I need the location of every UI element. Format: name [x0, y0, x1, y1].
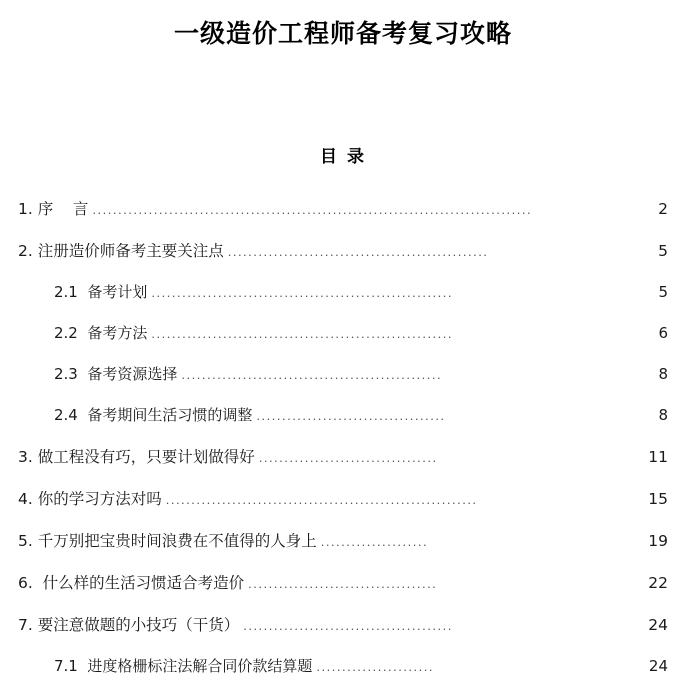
toc-entry[interactable] [18, 487, 668, 509]
toc-entry-label: 5. 千万别把宝贵时间浪费在不值得的人身上 [18, 532, 317, 550]
toc-page-number: 6 [658, 324, 668, 342]
toc-entry[interactable] [18, 363, 668, 384]
toc-entry[interactable] [18, 445, 668, 467]
toc-leader-dots: ................................................... [227, 244, 489, 259]
toc-heading: 目 录 [320, 147, 366, 167]
toc-entry-label: 1. 序 言 [18, 200, 89, 218]
toc-leader-dots: ..................................... [256, 408, 446, 423]
toc-entry[interactable] [18, 404, 668, 425]
toc-leader-dots: ..................... [320, 534, 429, 549]
toc-page-number: 11 [648, 448, 668, 466]
toc-leader-dots: ......................................... [243, 618, 453, 633]
toc-page-number: 15 [648, 490, 668, 508]
document-page [0, 14, 686, 689]
toc-page-number: 8 [658, 365, 668, 383]
toc-page-number: 5 [658, 283, 668, 301]
toc-entry-label: 2.2 备考方法 [54, 324, 148, 342]
toc-leader-dots: ................................... [258, 450, 438, 465]
toc-leader-dots: ........................................................... [151, 326, 454, 341]
toc-entry[interactable] [18, 655, 668, 676]
toc-entry[interactable] [18, 571, 668, 593]
toc-entry-label: 2.1 备考计划 [54, 283, 148, 301]
toc-entry[interactable] [18, 281, 668, 302]
toc-page-number: 24 [648, 657, 668, 675]
toc-entry-label: 7.1 进度格栅标注法解合同价款结算题 [54, 657, 313, 675]
toc-leader-dots: ................................................... [181, 367, 443, 382]
toc-entry[interactable] [18, 613, 668, 635]
toc-leader-dots: ..................................... [248, 576, 438, 591]
toc-page-number: 2 [658, 200, 668, 218]
toc-entry[interactable] [18, 529, 668, 551]
toc-page-number: 22 [648, 574, 668, 592]
toc-entry-label: 3. 做工程没有巧，只要计划做得好 [18, 448, 255, 466]
toc-leader-dots: ...................................................................................... [92, 202, 533, 217]
toc-entry-label: 6. 什么样的生活习惯适合考造价 [18, 574, 245, 592]
toc-page-number: 19 [648, 532, 668, 550]
table-of-contents [18, 197, 668, 676]
toc-page-number: 8 [658, 406, 668, 424]
document-title: 一级造价工程师备考复习攻略 [173, 19, 512, 48]
toc-entry-label: 2.3 备考资源选择 [54, 365, 178, 383]
toc-entry-label: 4. 你的学习方法对吗 [18, 490, 162, 508]
toc-entry[interactable] [18, 197, 668, 219]
toc-leader-dots: ............................................................. [165, 492, 478, 507]
toc-entry-label: 2.4 备考期间生活习惯的调整 [54, 406, 253, 424]
toc-entry-label: 2. 注册造价师备考主要关注点 [18, 242, 224, 260]
toc-entry[interactable] [18, 239, 668, 261]
toc-leader-dots: ....................... [316, 659, 434, 674]
toc-entry[interactable] [18, 322, 668, 343]
toc-page-number: 5 [658, 242, 668, 260]
toc-page-number: 24 [648, 616, 668, 634]
toc-leader-dots: ........................................................... [151, 285, 454, 300]
toc-entry-label: 7. 要注意做题的小技巧（干货） [18, 616, 240, 634]
